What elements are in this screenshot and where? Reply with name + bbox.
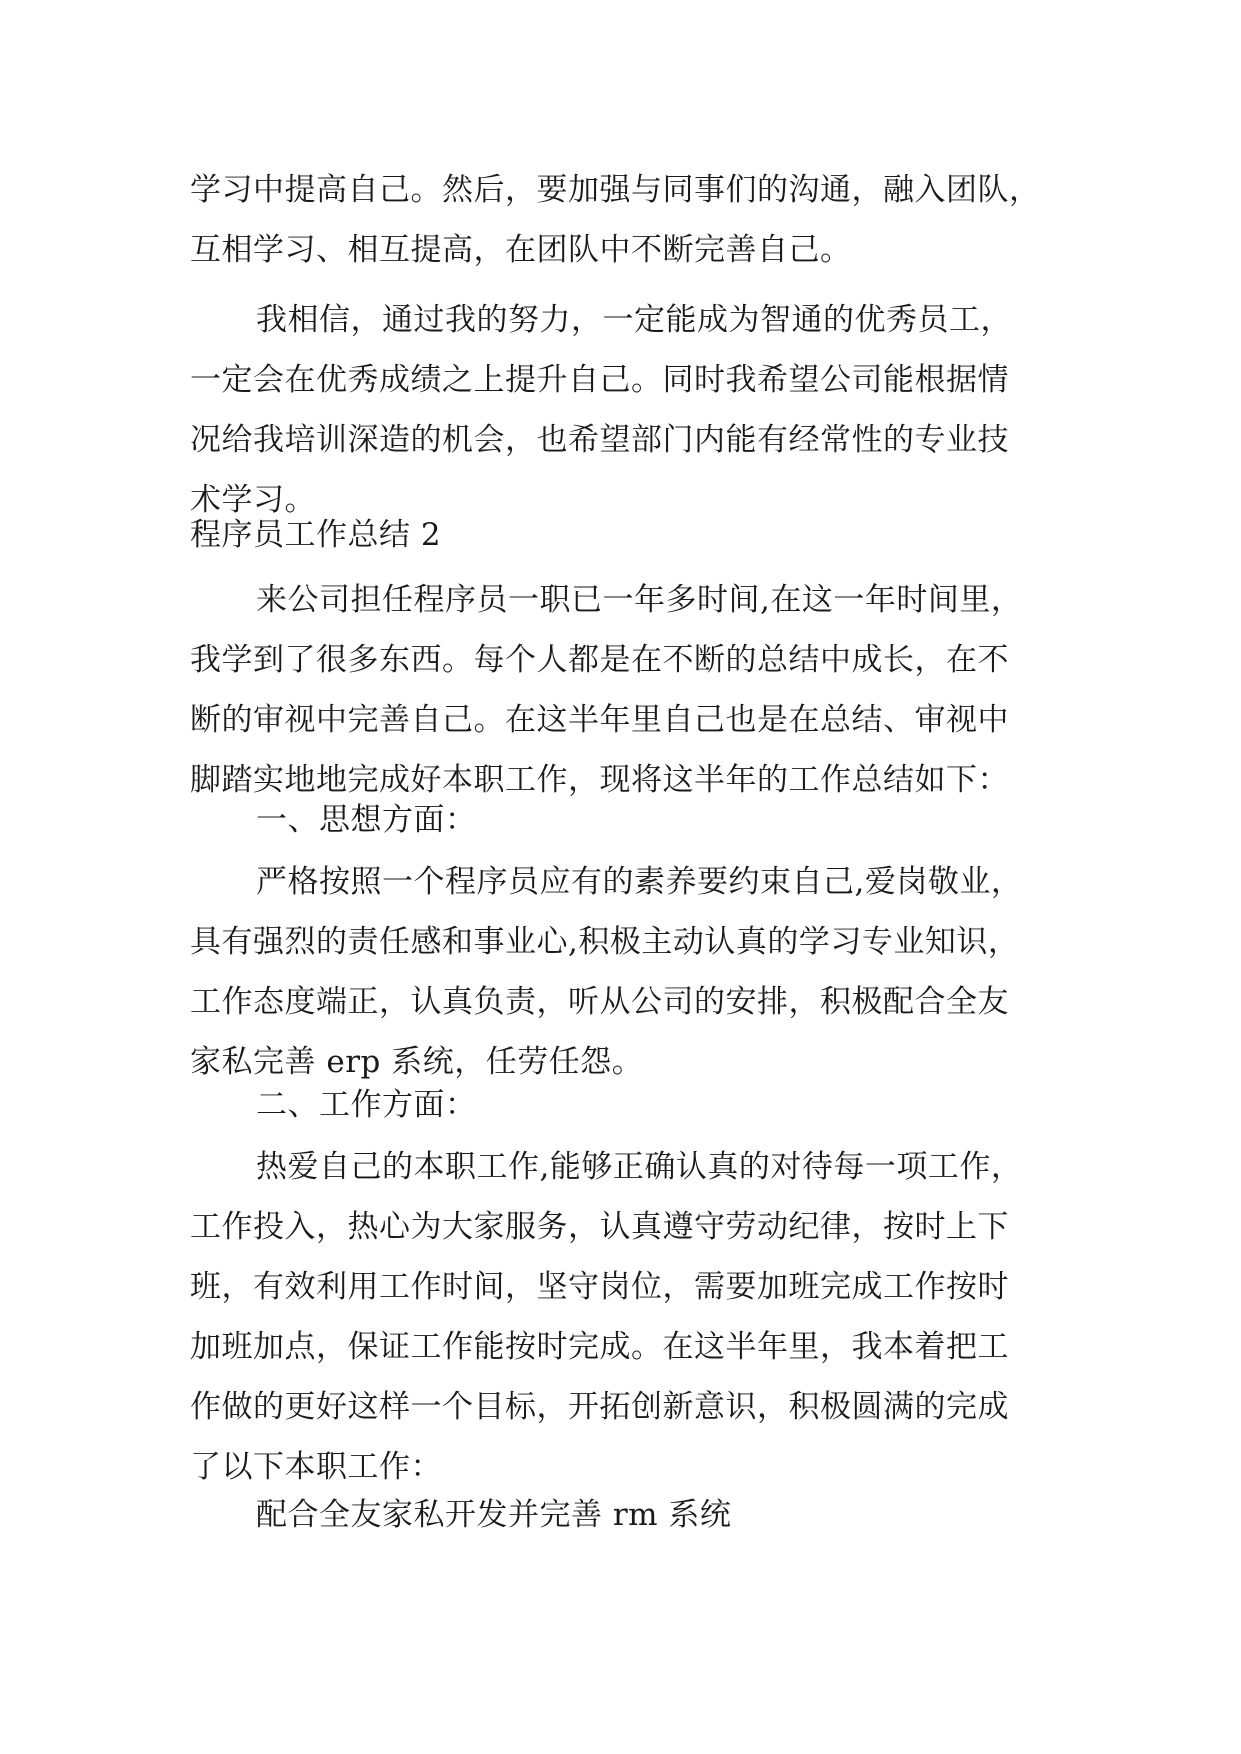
paragraph-4	[190, 852, 1060, 1092]
paragraph-6	[190, 1485, 1060, 1545]
text-line: 况给我培训深造的机会，也希望部门内能有经常性的专业技	[190, 422, 1009, 458]
section-heading	[190, 505, 1060, 565]
text-line: 家私完善 erp 系统，任劳任怨。	[190, 1044, 644, 1080]
text-line: 了以下本职工作：	[190, 1449, 442, 1485]
section-1-title	[190, 790, 1060, 850]
text-line: 作做的更好这样一个目标，开拓创新意识，积极圆满的完成	[190, 1389, 1009, 1425]
text-line: 学习中提高自己。然后，要加强与同事们的沟通，融入团队，	[190, 172, 1041, 208]
subsection-title: 二、工作方面：	[256, 1087, 477, 1123]
text-line: 互相学习、相互提高，在团队中不断完善自己。	[190, 232, 852, 268]
text-line: 我相信，通过我的努力，一定能成为智通的优秀员工，	[256, 302, 1012, 338]
text-line: 来公司担任程序员一职已一年多时间,在这一年时间里，	[256, 582, 1023, 618]
text-line: 我学到了很多东西。每个人都是在不断的总结中成长，在不	[190, 642, 1009, 678]
subsection-title: 一、思想方面：	[256, 802, 477, 838]
paragraph-2	[190, 290, 1060, 530]
document-heading: 程序员工作总结 2	[190, 517, 442, 553]
text-line: 配合全友家私开发并完善 rm 系统	[256, 1497, 732, 1533]
text-line: 班，有效利用工作时间，坚守岗位，需要加班完成工作按时	[190, 1269, 1009, 1305]
text-line: 热爱自己的本职工作,能够正确认真的对待每一项工作，	[256, 1149, 1023, 1185]
paragraph-5	[190, 1137, 1060, 1497]
paragraph-3	[190, 570, 1060, 810]
text-line: 具有强烈的责任感和事业心,积极主动认真的学习专业知识，	[190, 924, 1020, 960]
text-line: 术学习。	[190, 482, 316, 518]
text-line: 一定会在优秀成绩之上提升自己。同时我希望公司能根据情	[190, 362, 1009, 398]
text-line: 加班加点，保证工作能按时完成。在这半年里，我本着把工	[190, 1329, 1009, 1365]
section-2-title	[190, 1075, 1060, 1135]
paragraph-1	[190, 160, 1060, 280]
text-line: 脚踏实地地完成好本职工作，现将这半年的工作总结如下：	[190, 762, 1009, 798]
text-line: 工作态度端正，认真负责，听从公司的安排，积极配合全友	[190, 984, 1009, 1020]
text-line: 断的审视中完善自己。在这半年里自己也是在总结、审视中	[190, 702, 1009, 738]
text-line: 工作投入，热心为大家服务，认真遵守劳动纪律，按时上下	[190, 1209, 1009, 1245]
text-line: 严格按照一个程序员应有的素养要约束自己,爱岗敬业，	[256, 864, 1023, 900]
